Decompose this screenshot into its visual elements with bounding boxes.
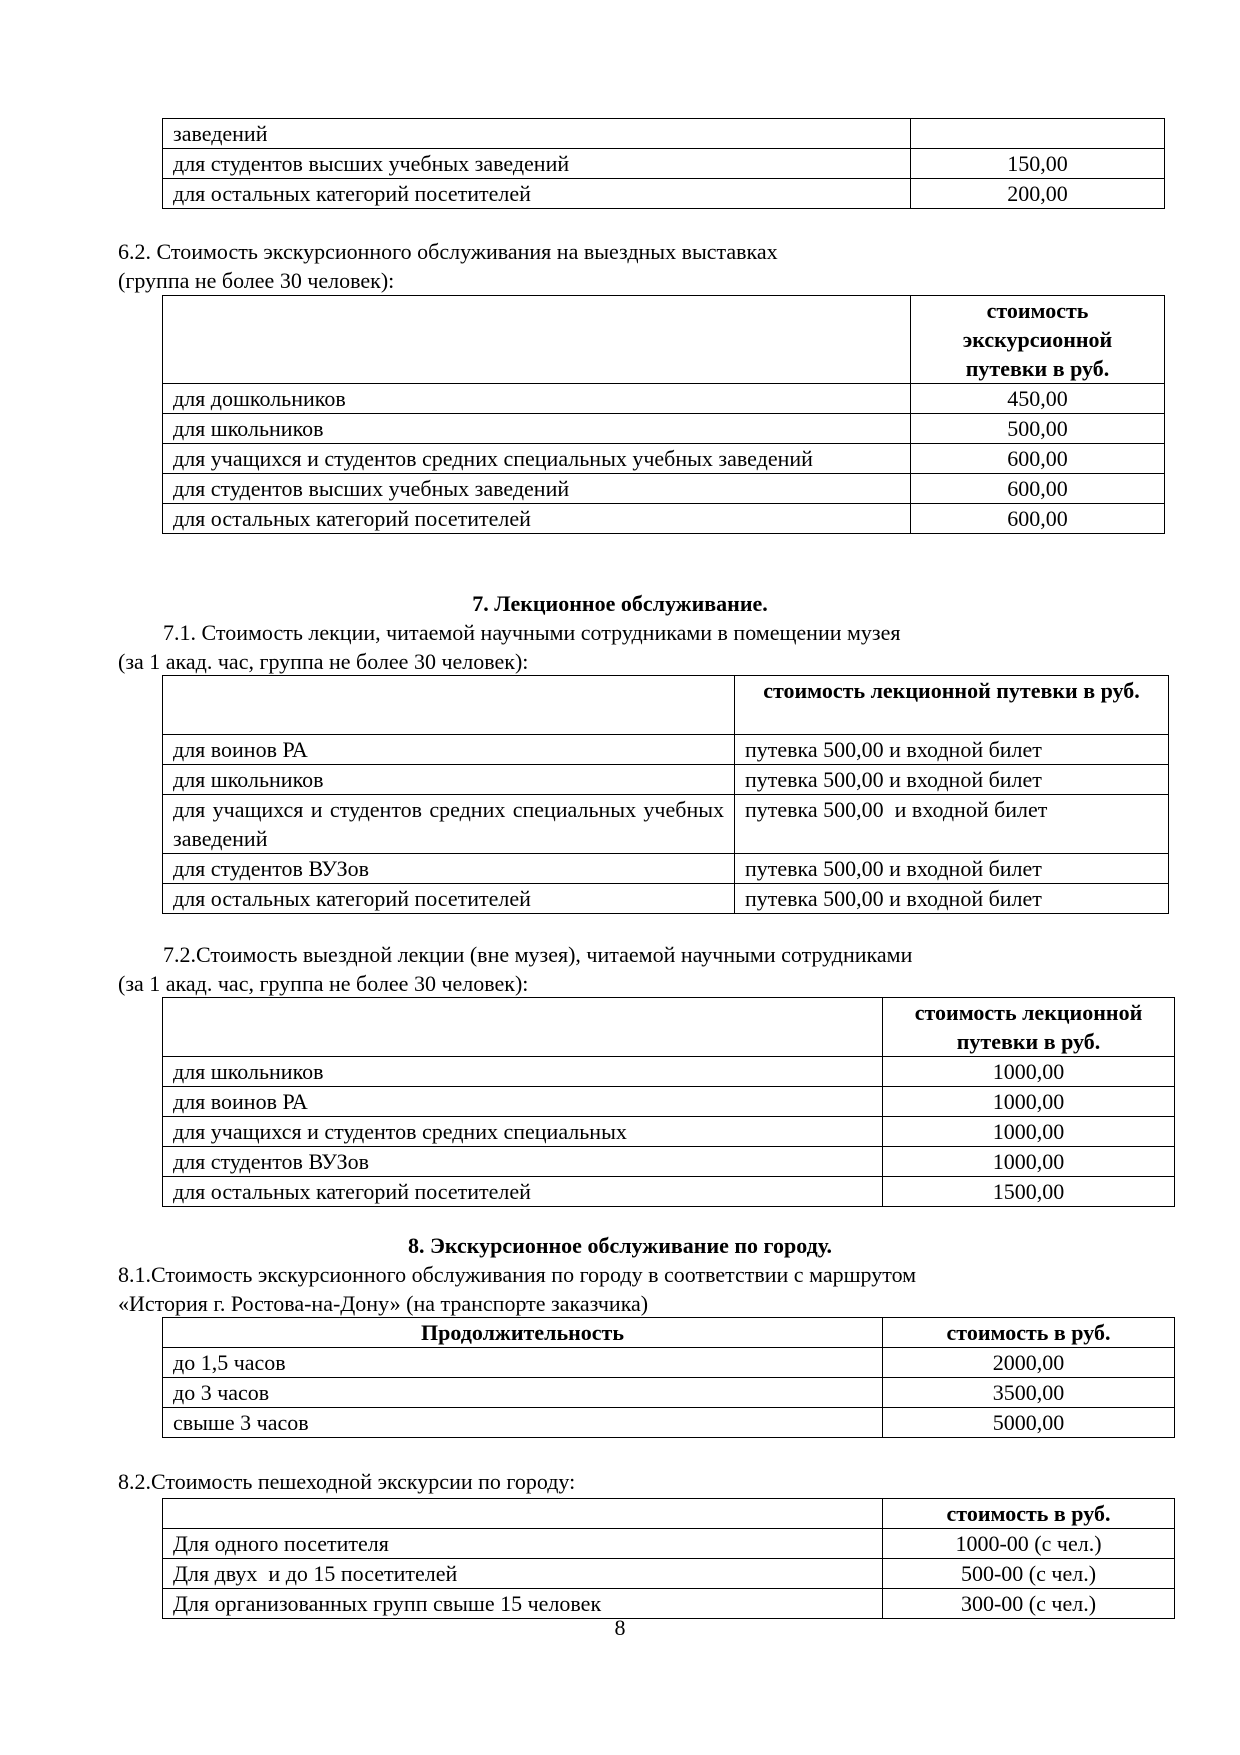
section-8-heading: 8. Экскурсионное обслуживание по городу. xyxy=(407,1233,833,1258)
row-label: для остальных категорий посетителей xyxy=(163,179,911,209)
table-row xyxy=(163,884,1169,914)
table-row xyxy=(163,1378,1175,1408)
table-6-2 xyxy=(162,295,1165,534)
page-number: 8 xyxy=(614,1615,626,1640)
row-value: 500,00 xyxy=(911,414,1165,444)
section-7-1-intro-line1: 7.1. Стоимость лекции, читаемой научными сотрудниками в помещении музея xyxy=(163,620,901,645)
row-value: 1000-00 (с чел.) xyxy=(883,1529,1175,1559)
row-value: путевка 500,00 и входной билет xyxy=(735,795,1169,854)
header-empty-cell xyxy=(163,676,735,735)
row-label: для студентов ВУЗов xyxy=(163,1147,883,1177)
row-value: 1500,00 xyxy=(883,1177,1175,1207)
table-row xyxy=(163,1087,1175,1117)
row-value: путевка 500,00 и входной билет xyxy=(735,884,1169,914)
table-row xyxy=(163,1147,1175,1177)
table-row xyxy=(163,1559,1175,1589)
row-value: 500-00 (с чел.) xyxy=(883,1559,1175,1589)
table-header-row xyxy=(163,1318,1175,1348)
row-value: путевка 500,00 и входной билет xyxy=(735,735,1169,765)
row-label: для студентов высших учебных заведений xyxy=(163,149,911,179)
row-label: до 1,5 часов xyxy=(163,1348,883,1378)
table-row xyxy=(163,1117,1175,1147)
header-price-cell: стоимость в руб. xyxy=(883,1318,1175,1348)
row-label: Для организованных групп свыше 15 человек xyxy=(163,1589,883,1619)
row-label: для остальных категорий посетителей xyxy=(163,504,911,534)
row-value xyxy=(911,119,1165,149)
table-row xyxy=(163,1589,1175,1619)
header-price-cell: стоимость лекционной путевки в руб. xyxy=(883,998,1175,1057)
table-row xyxy=(163,735,1169,765)
table-8-2 xyxy=(162,1498,1175,1619)
row-label: для учащихся и студентов средних специальных учебных заведений xyxy=(163,444,911,474)
row-value: путевка 500,00 и входной билет xyxy=(735,765,1169,795)
row-value: 1000,00 xyxy=(883,1117,1175,1147)
row-label: для остальных категорий посетителей xyxy=(163,1177,883,1207)
row-label: для студентов высших учебных заведений xyxy=(163,474,911,504)
row-value: 1000,00 xyxy=(883,1057,1175,1087)
row-label: для дошкольников xyxy=(163,384,911,414)
table-row xyxy=(163,1057,1175,1087)
section-6-2-intro-line2: (группа не более 30 человек): xyxy=(118,268,395,293)
table-header-row xyxy=(163,296,1165,384)
row-value: 1000,00 xyxy=(883,1147,1175,1177)
table-row xyxy=(163,474,1165,504)
table-row xyxy=(163,414,1165,444)
row-value: 300-00 (с чел.) xyxy=(883,1589,1175,1619)
row-label: для остальных категорий посетителей xyxy=(163,884,735,914)
section-7-2-intro-line2: (за 1 акад. час, группа не более 30 человек): xyxy=(118,971,529,996)
table-row xyxy=(163,149,1165,179)
table-row xyxy=(163,384,1165,414)
row-value: 1000,00 xyxy=(883,1087,1175,1117)
section-8-1-intro-line2: «История г. Ростова-на-Дону» (на транспорте заказчика) xyxy=(118,1291,649,1316)
row-label: для учащихся и студентов средних специальных xyxy=(163,1117,883,1147)
header-price-cell: стоимость экскурсионной путевки в руб. xyxy=(911,296,1165,384)
row-label: свыше 3 часов xyxy=(163,1408,883,1438)
table-8-1 xyxy=(162,1317,1175,1438)
row-value: 600,00 xyxy=(911,444,1165,474)
table-7-1 xyxy=(162,675,1169,914)
row-label: для воинов РА xyxy=(163,735,735,765)
table-row xyxy=(163,1408,1175,1438)
table-continued xyxy=(162,118,1165,209)
row-value: 3500,00 xyxy=(883,1378,1175,1408)
row-label: заведений xyxy=(163,119,911,149)
row-label: для студентов ВУЗов xyxy=(163,854,735,884)
header-price-cell: стоимость лекционной путевки в руб. xyxy=(735,676,1169,735)
header-empty-cell xyxy=(163,1499,883,1529)
section-6-2-intro-line1: 6.2. Стоимость экскурсионного обслуживания на выездных выставках xyxy=(118,239,778,264)
section-7-1-intro-line2: (за 1 акад. час, группа не более 30 человек): xyxy=(118,649,529,674)
table-row xyxy=(163,1177,1175,1207)
row-label: для школьников xyxy=(163,1057,883,1087)
row-label: Для одного посетителя xyxy=(163,1529,883,1559)
row-value: 150,00 xyxy=(911,149,1165,179)
table-row xyxy=(163,179,1165,209)
section-7-heading: 7. Лекционное обслуживание. xyxy=(472,591,768,616)
row-label: для школьников xyxy=(163,765,735,795)
section-8-1-intro-line1: 8.1.Стоимость экскурсионного обслуживания по городу в соответствии с маршрутом xyxy=(118,1262,917,1287)
row-value: 200,00 xyxy=(911,179,1165,209)
row-value: 5000,00 xyxy=(883,1408,1175,1438)
section-8-2-intro-line1: 8.2.Стоимость пешеходной экскурсии по городу: xyxy=(118,1469,576,1494)
table-row xyxy=(163,1348,1175,1378)
row-value: 2000,00 xyxy=(883,1348,1175,1378)
header-empty-cell xyxy=(163,998,883,1057)
table-row xyxy=(163,854,1169,884)
header-price-cell: стоимость в руб. xyxy=(883,1499,1175,1529)
row-value: 600,00 xyxy=(911,504,1165,534)
table-row xyxy=(163,1529,1175,1559)
row-value: путевка 500,00 и входной билет xyxy=(735,854,1169,884)
row-label: для воинов РА xyxy=(163,1087,883,1117)
table-header-row xyxy=(163,998,1175,1057)
table-7-2 xyxy=(162,997,1175,1207)
row-value: 450,00 xyxy=(911,384,1165,414)
row-label: до 3 часов xyxy=(163,1378,883,1408)
header-empty-cell xyxy=(163,296,911,384)
table-header-row xyxy=(163,1499,1175,1529)
row-value: 600,00 xyxy=(911,474,1165,504)
row-label: для школьников xyxy=(163,414,911,444)
row-label: Для двух и до 15 посетителей xyxy=(163,1559,883,1589)
table-row xyxy=(163,504,1165,534)
table-row xyxy=(163,444,1165,474)
header-duration-cell: Продолжительность xyxy=(163,1318,883,1348)
table-row xyxy=(163,765,1169,795)
section-7-2-intro-line1: 7.2.Стоимость выездной лекции (вне музея), читаемой научными сотрудниками xyxy=(163,942,913,967)
table-row xyxy=(163,795,1169,854)
table-header-row xyxy=(163,676,1169,735)
row-label: для учащихся и студентов средних специальных учебных заведений xyxy=(163,795,735,854)
table-row xyxy=(163,119,1165,149)
